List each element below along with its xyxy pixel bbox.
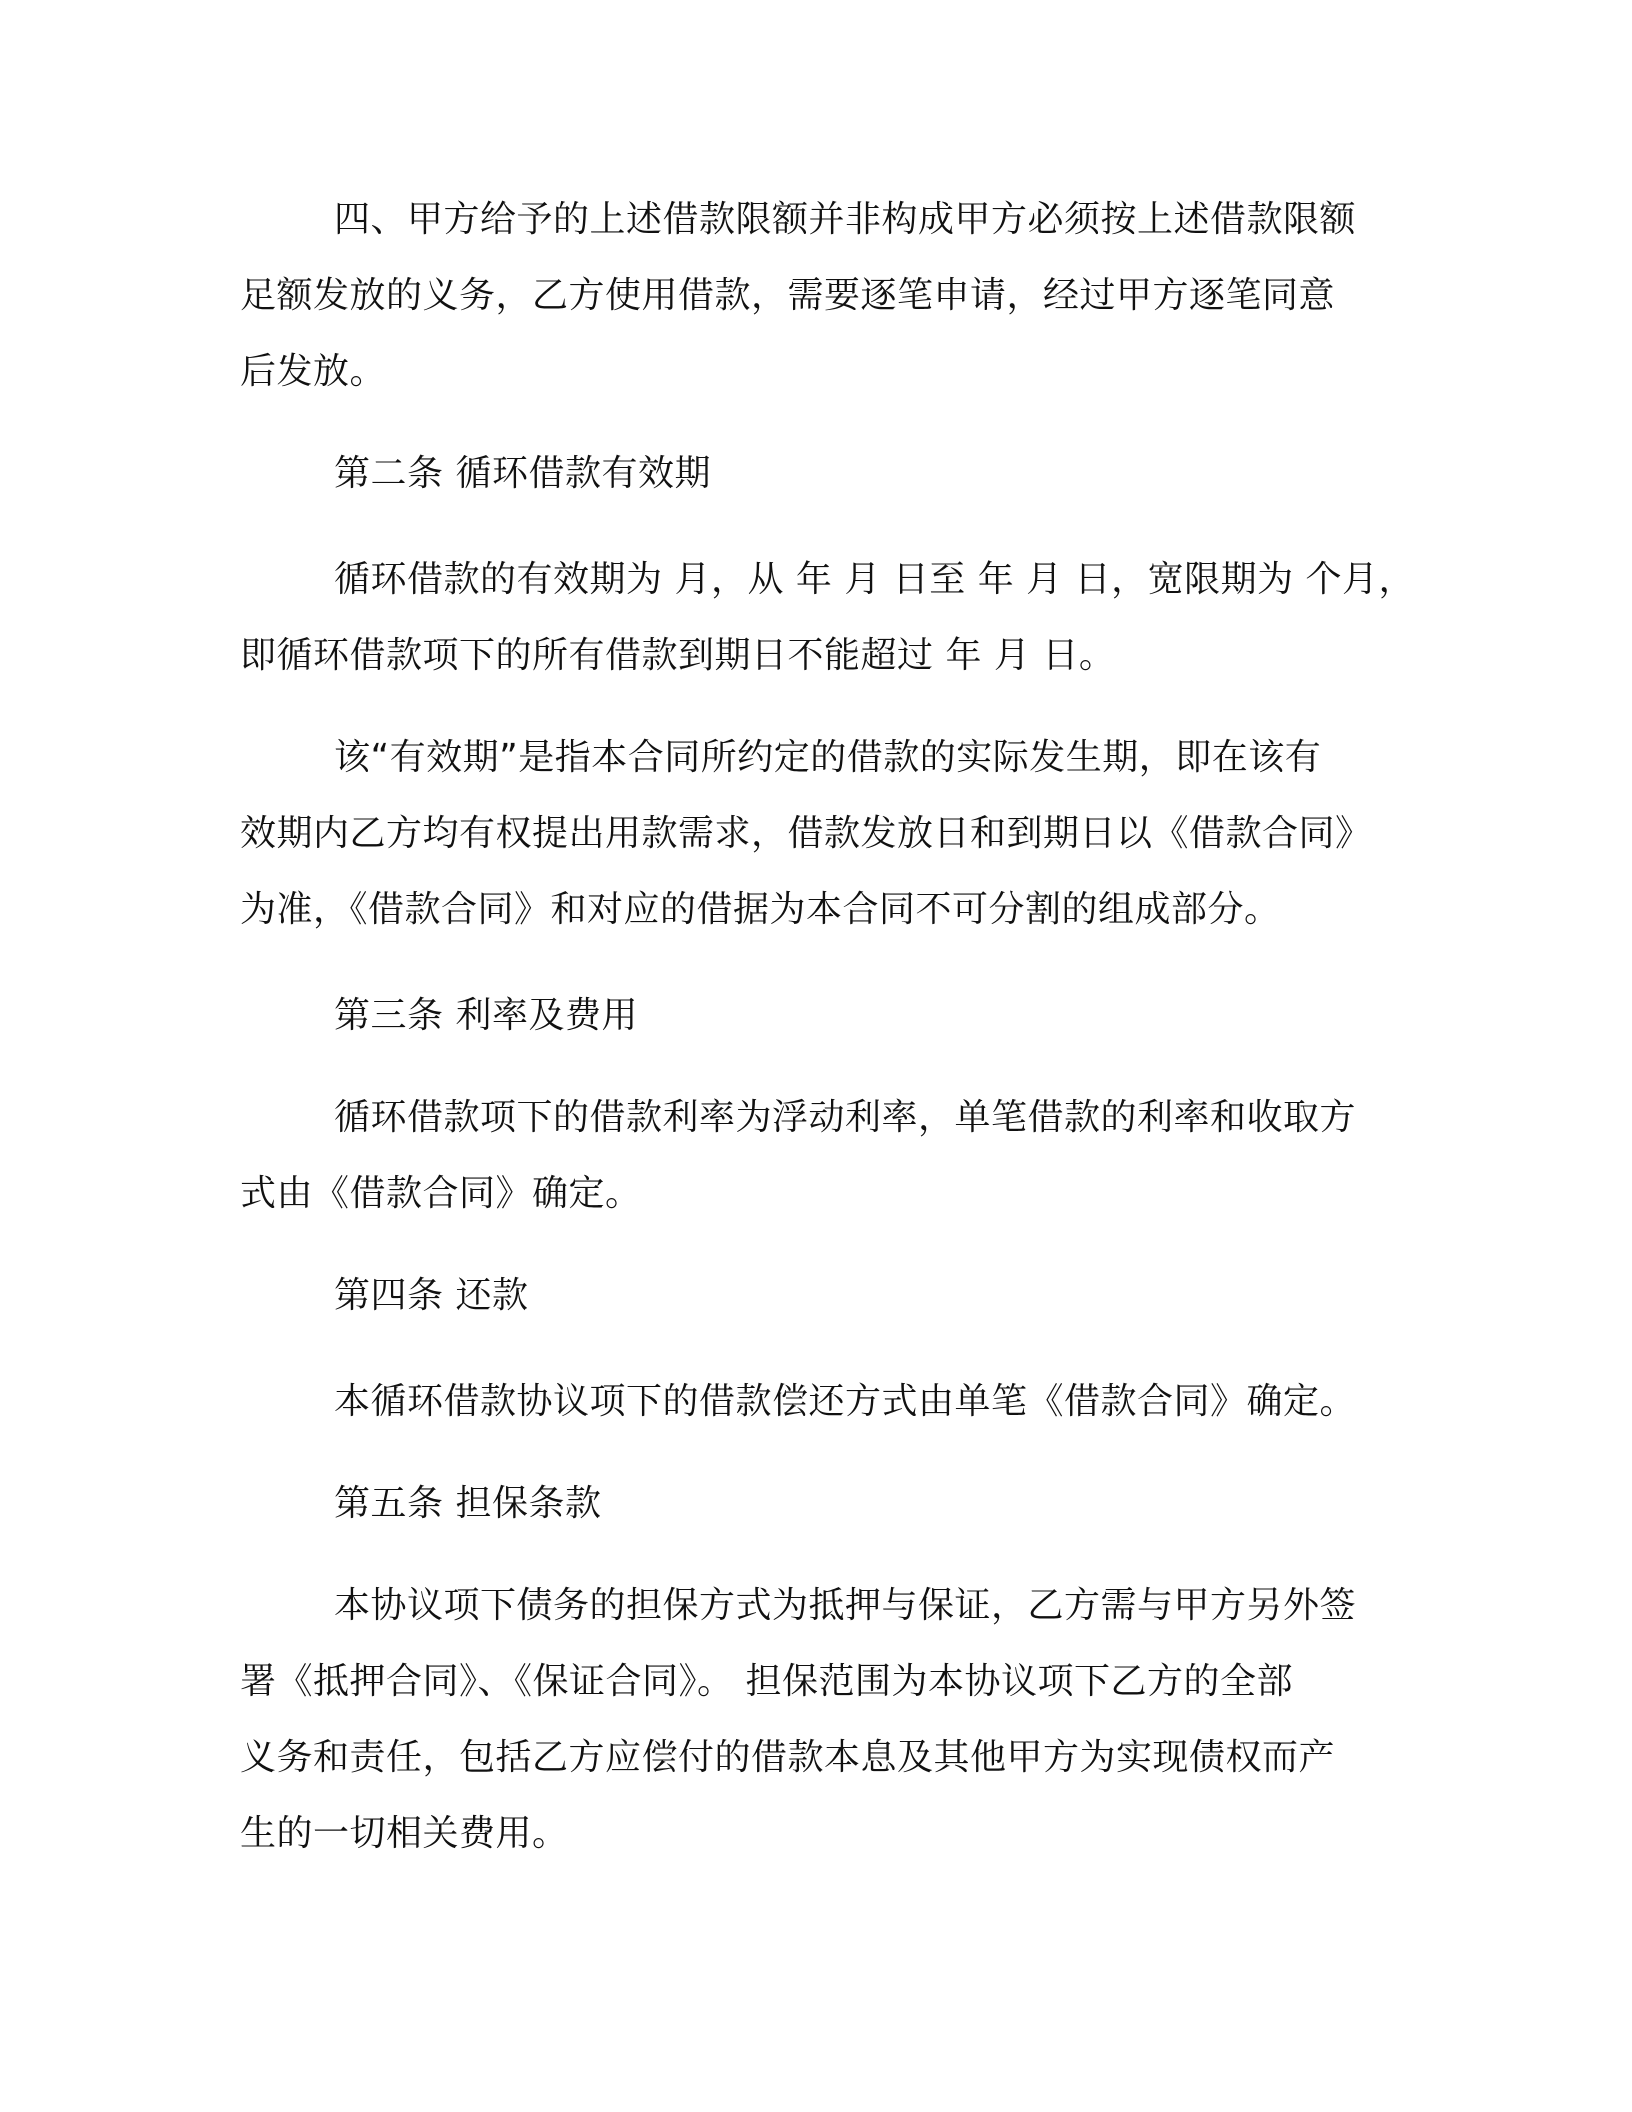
article-3-para-line-2: 式由《借款合同》确定。 (240, 1173, 642, 1214)
article-4-para-line-1: 本循环借款协议项下的借款偿还方式由单笔《借款合同》确定。 (334, 1381, 1357, 1422)
article-3-heading: 第三条 利率及费用 (334, 995, 638, 1036)
article-2-para-2-line-1: 该“有效期”是指本合同所约定的借款的实际发生期，即在该有 (334, 737, 1322, 778)
paragraph-4-line-1: 四、甲方给予的上述借款限额并非构成甲方必须按上述借款限额 (334, 199, 1357, 240)
article-2-para-2-line-3: 为准，《借款合同》和对应的借据为本合同不可分割的组成部分。 (240, 889, 1281, 930)
article-5-para-line-2: 署《抵押合同》、《保证合同》。 担保范围为本协议项下乙方的全部 (240, 1661, 1293, 1702)
article-2-para-1-line-1: 循环借款的有效期为 月，从 年 月 日至 年 月 日，宽限期为 个月， (334, 559, 1416, 600)
article-4-heading: 第四条 还款 (334, 1275, 529, 1316)
article-2-para-2-line-2: 效期内乙方均有权提出用款需求，借款发放日和到期日以《借款合同》 (240, 813, 1372, 854)
article-2-heading: 第二条 循环借款有效期 (334, 453, 711, 494)
paragraph-4-line-2: 足额发放的义务，乙方使用借款，需要逐笔申请，经过甲方逐笔同意 (240, 275, 1336, 316)
article-5-heading: 第五条 担保条款 (334, 1483, 602, 1524)
article-2-para-1-line-2: 即循环借款项下的所有借款到期日不能超过 年 月 日。 (240, 635, 1116, 676)
paragraph-4-line-3: 后发放。 (240, 351, 387, 392)
article-5-para-line-3: 义务和责任，包括乙方应偿付的借款本息及其他甲方为实现债权而产 (240, 1737, 1336, 1778)
article-3-para-line-1: 循环借款项下的借款利率为浮动利率，单笔借款的利率和收取方 (334, 1097, 1357, 1138)
article-5-para-line-1: 本协议项下债务的担保方式为抵押与保证，乙方需与甲方另外签 (334, 1585, 1357, 1626)
article-5-para-line-4: 生的一切相关费用。 (240, 1813, 569, 1854)
